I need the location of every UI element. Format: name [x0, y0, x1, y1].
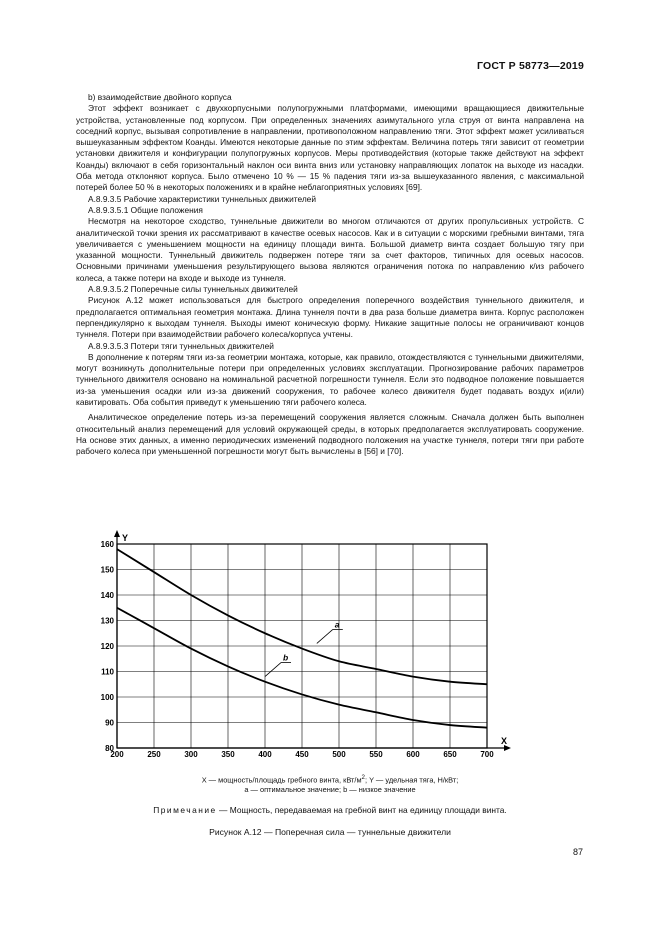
page-number: 87: [572, 847, 583, 857]
legend-axis-x-text: X — мощность/площадь гребного винта, кВт/м: [201, 775, 362, 785]
x-tick-label: 300: [184, 750, 198, 759]
x-tick-label: 700: [480, 750, 494, 759]
standard-header: ГОСТ Р 58773—2019: [476, 60, 584, 72]
series-label-b: b: [283, 652, 289, 663]
paragraph: Аналитическое определение потерь из-за перемещений сооружения является сложным. Сначала должен быть выполнен относительный анализ перемещений для условий окружающей среды, в которых предполагается эксплуатировать сооружение. На основе этих данных, а именно периодических изменений подводного положения на участке туннеля, потери тяги при работе рабочего колеса при уменьшенной погрешности могут быть вычислены в [56] и [70].: [76, 412, 584, 457]
y-tick-label: 120: [100, 642, 114, 651]
legend-superscript: 2: [361, 774, 365, 781]
series-leader-line: [265, 663, 281, 677]
x-tick-label: 650: [443, 750, 457, 759]
y-axis-label: Y: [122, 533, 129, 543]
paragraph: А.8.9.3.5.2 Поперечные силы туннельных движителей: [88, 284, 298, 295]
y-axis-arrow: [114, 530, 120, 537]
y-tick-label: 90: [105, 718, 114, 728]
x-axis-label: X: [501, 736, 508, 746]
paragraph: А.8.9.3.5.1 Общие положения: [88, 204, 203, 215]
y-tick-label: 100: [100, 693, 114, 702]
x-tick-label: 200: [110, 750, 124, 759]
x-tick-label: 250: [147, 750, 161, 759]
note-text: — Мощность, передаваемая на гребной винт на единицу площади винта.: [216, 805, 507, 815]
x-tick-label: 450: [295, 750, 309, 759]
paragraph: Несмотря на некоторое сходство, туннельные движители во многом отличаются от других пропульсивных устройств. С аналитической точки зрения их рассматривают в качестве осевых насосов. Как и в ситуации с морскими гребными винтами, тяга увеличивается с уменьшением мощности на единицу площади винта. Большой диаметр винта создает большую тягу при указанной мощности. Туннельный движитель подвержен потере тяги за счет факторов, типичных для осевых насосов. Основными причинами уменьшения результирующего вызова являются ограничения потока по направлению к/из рабочего колеса, а также потери на входе и выходе из туннеля.: [76, 216, 584, 283]
chart-container: [100, 527, 520, 762]
legend-axis-y-text: ; Y — удельная тяга, Н/кВт;: [364, 775, 459, 785]
y-tick-label: 160: [100, 540, 114, 549]
y-tick-label: 140: [100, 591, 114, 600]
body-text: [76, 92, 584, 458]
x-tick-label: 500: [332, 750, 346, 759]
y-tick-label: 150: [100, 565, 114, 575]
thrust-chart: [100, 527, 520, 762]
x-tick-label: 600: [406, 750, 420, 759]
figure-caption: Рисунок А.12 — Поперечная сила — туннельные движители: [209, 827, 451, 837]
x-tick-label: 350: [221, 750, 235, 759]
y-tick-label: 130: [100, 616, 114, 626]
y-tick-label: 80: [105, 744, 114, 753]
paragraph: В дополнение к потерям тяги из-за геометрии монтажа, которые, как правило, отождествляются с туннельными движителями, могут возникнуть дополнительные потери при определенных условиях эксплуатации. Прогнозирование рабочих параметров туннельного движителя основано на номинальной расчетной погрешности туннеля. Если это подводное положение повышается из-за уменьшения осадки или из-за движений сооружения, то рабочее колесо движителя будет подавать воздух и(или) кавитировать. Оба события приведут к уменьшению тяги рабочего колеса.: [76, 351, 584, 408]
note: [76, 805, 584, 815]
paragraph: Рисунок А.12 может использоваться для быстрого определения поперечного воздействия туннельного движителя, и предполагается оптимальная геометрия монтажа. Длина туннеля почти в два раза больше диаметра винта. Корпус расположен перпендикулярно к выходам туннеля. Выходы имеют коническую форму. Никакие защитные полосы не ограничивают концов туннеля. Потери при взаимодействии рабочего колеса/корпуса учтены.: [76, 295, 584, 340]
legend-line-1: [76, 773, 584, 785]
y-tick-label: 110: [101, 667, 114, 677]
paragraph: Этот эффект возникает с двухкорпусными полупогружными платформами, имеющими вращающиеся движительные устройства, установленные под корпусом. При определенных значениях азимутального угла струя от винта направлена на соседний корпус, вызывая сопротивление в направлении, противоположном направлению тяги. Этот эффект может усиливаться вышеуказанным эффектом Коанды. Имеются некоторые данные по этим эффектам. Величина потерь тяги зависит от геометрии установки движителя и конфигурации полупогружных корпусов. Меры противодействия (которые также действуют на эффект Коанды) включают в себя горизонтальный наклон оси винта вниз или установку направляющих лопаток на выходе из насадки. Оба метода отклоняют корпуса. Было отмечено 10 % — 15 % падения тяги из-за вышеуказанного явления, с максимальной потерей более 50 % в некоторых положениях и в крайне неблагоприятных условиях [69].: [76, 103, 584, 193]
x-tick-label: 550: [369, 750, 383, 759]
x-tick-label: 400: [258, 750, 272, 759]
series-leader-line: [317, 629, 333, 643]
paragraph: А.8.9.3.5 Рабочие характеристики туннельных движителей: [88, 193, 316, 204]
legend-line-2: a — оптимальное значение; b — низкое значение: [244, 785, 416, 795]
paragraph: b) взаимодействие двойного корпуса: [88, 92, 232, 102]
note-label: Примечание: [153, 805, 217, 815]
series-label-a: a: [334, 619, 340, 630]
paragraph: А.8.9.3.5.3 Потери тяги туннельных движителей: [88, 340, 274, 351]
chart-legend-caption: [76, 773, 584, 795]
